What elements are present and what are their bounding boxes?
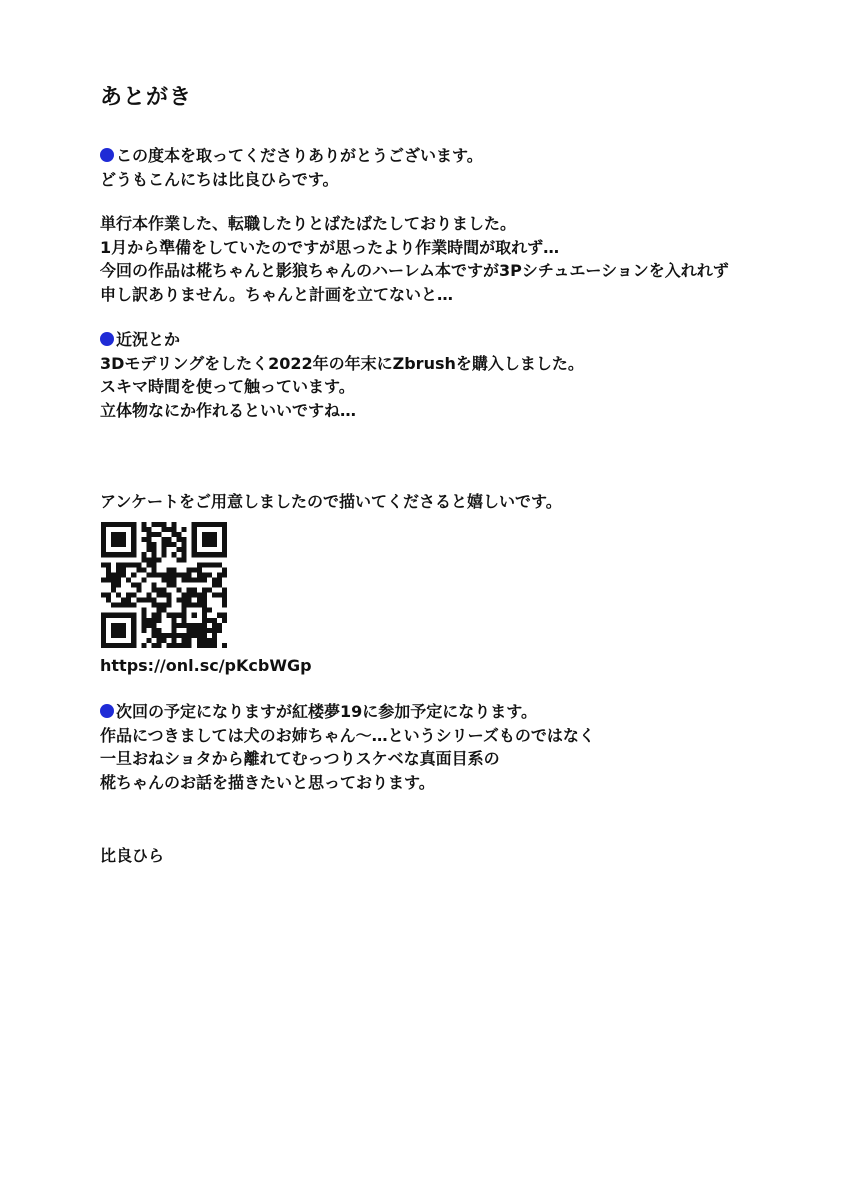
news-heading: 近況とか [100, 328, 584, 352]
next-line: 次回の予定になりますが紅楼夢19に参加予定になります。 [100, 700, 595, 724]
work-line: 今回の作品は椛ちゃんと影狼ちゃんのハーレム本ですが3Pシチュエーションを入れれず [100, 261, 729, 280]
next-line: 作品につきましては犬のお姉ちゃん〜…というシリーズものではなく [100, 725, 595, 745]
next-line: 椛ちゃんのお話を描きたいと思っております。 [100, 772, 435, 792]
intro-section [100, 144, 483, 191]
news-line: 3Dモデリングをしたく2022年の年末にZbrushを購入しました。 [100, 353, 584, 373]
survey-text: アンケートをご用意しましたので描いてくださると嬉しいです。 [100, 492, 562, 511]
next-section [100, 700, 595, 794]
work-line: 1月から準備をしていたのですが思ったより作業時間が取れず… [100, 237, 560, 257]
bullet-icon [100, 704, 114, 718]
author-signature: 比良ひら [100, 846, 165, 865]
next-line: 一旦おねショタから離れてむっつりスケベな真面目系の [100, 749, 500, 768]
bullet-icon [100, 148, 114, 162]
news-line: 立体物なにか作れるといいですね… [100, 400, 357, 420]
survey-url[interactable]: https://onl.sc/pKcbWGp [100, 656, 312, 675]
bullet-icon [100, 332, 114, 346]
work-section [100, 212, 729, 306]
intro-line: どうもこんにちは比良ひらです。 [100, 169, 339, 189]
work-line: 単行本作業した、転職したりとばたばたしておりました。 [100, 214, 517, 233]
qr-code-icon[interactable] [101, 522, 227, 648]
page-title: あとがき [100, 85, 193, 110]
intro-line: この度本を取ってくださりありがとうございます。 [100, 144, 483, 168]
news-line: スキマ時間を使って触っています。 [100, 377, 355, 396]
work-line: 申し訳ありません。ちゃんと計画を立てないと… [100, 284, 453, 304]
news-section [100, 328, 584, 422]
